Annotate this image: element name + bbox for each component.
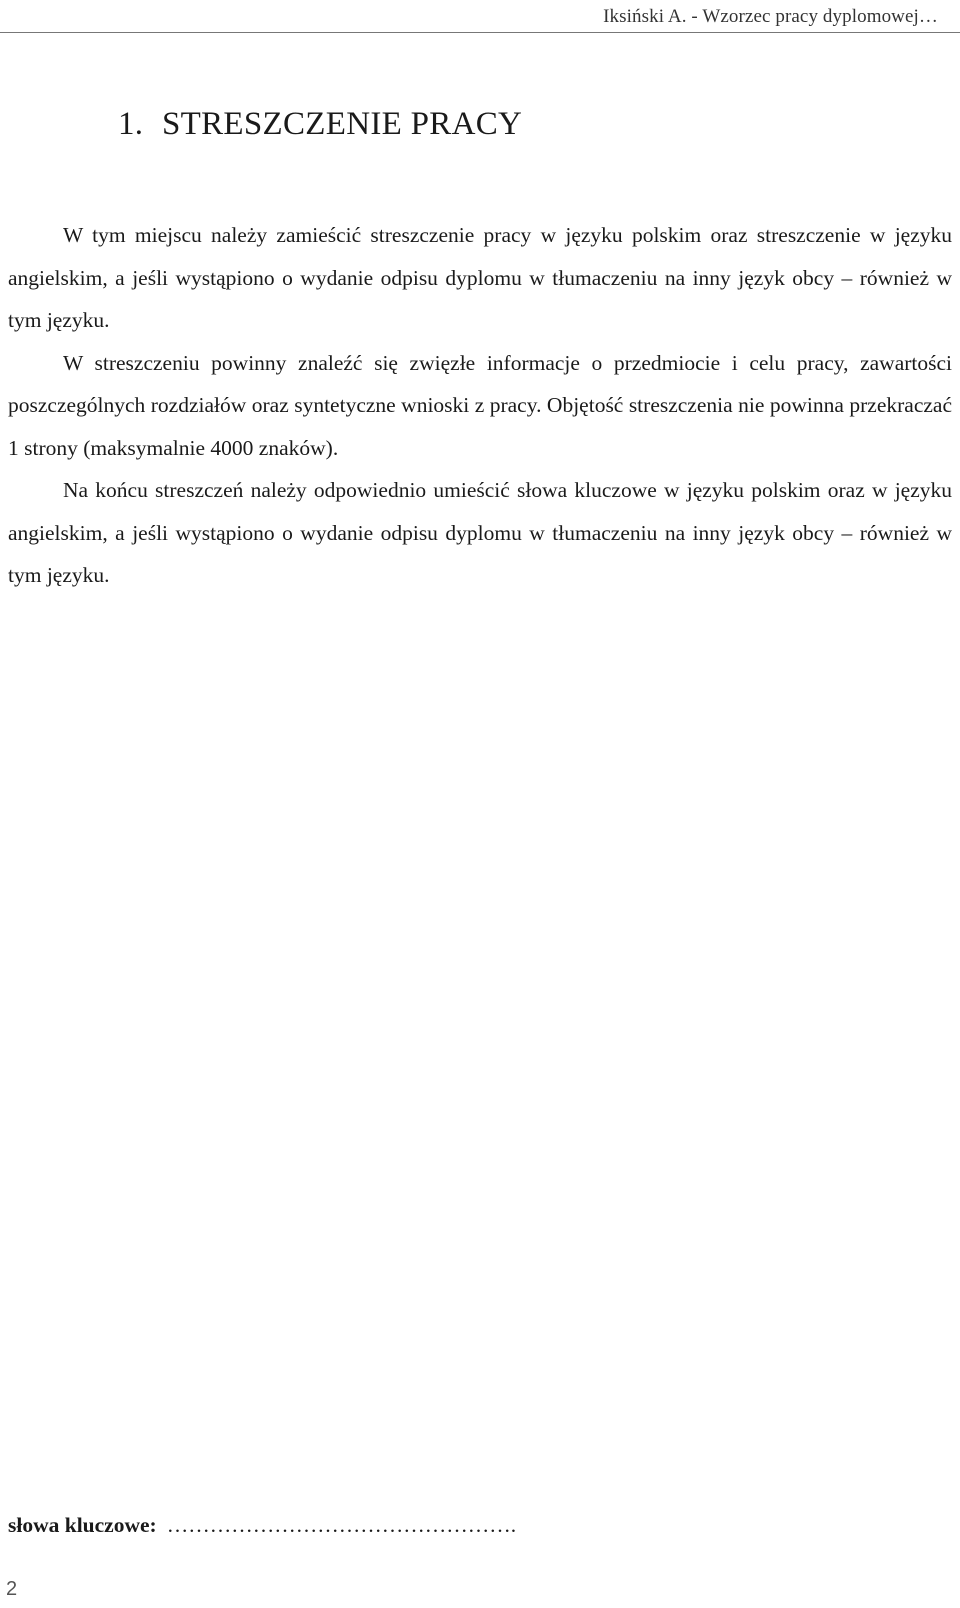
header-divider [0, 32, 960, 33]
chapter-title [118, 106, 522, 143]
chapter-number: 1. [118, 106, 144, 142]
chapter-title-text: STRESZCZENIE PRACY [162, 106, 523, 142]
page-number: 2 [6, 1578, 18, 1600]
keywords-label: słowa kluczowe: [8, 1513, 157, 1537]
keywords-placeholder: …………………………………………. [166, 1513, 517, 1537]
paragraph: W streszczeniu powinny znaleźć się zwięzłe informacje o przedmiocie i celu pracy, zawartości poszczególnych rozdziałów oraz syntetyczne wnioski z pracy. Objętość streszczenia nie powinna przekraczać 1 strony (maksymalnie 4000 znaków). [8, 350, 952, 460]
paragraph: W tym miejscu należy zamieścić streszczenie pracy w języku polskim oraz streszczenie w języku angielskim, a jeśli wystąpiono o wydanie odpisu dyplomu w tłumaczeniu na inny język obcy – również w tym języku. [8, 223, 952, 332]
running-header: Iksiński A. - Wzorzec pracy dyplomowej… [603, 6, 938, 27]
abstract-body [8, 214, 952, 597]
paragraph: Na końcu streszczeń należy odpowiednio umieścić słowa kluczowe w języku polskim oraz w języku angielskim, a jeśli wystąpiono o wydanie odpisu dyplomu w tłumaczeniu na inny język obcy – również w tym języku. [8, 478, 952, 587]
keywords-line [8, 1513, 516, 1538]
